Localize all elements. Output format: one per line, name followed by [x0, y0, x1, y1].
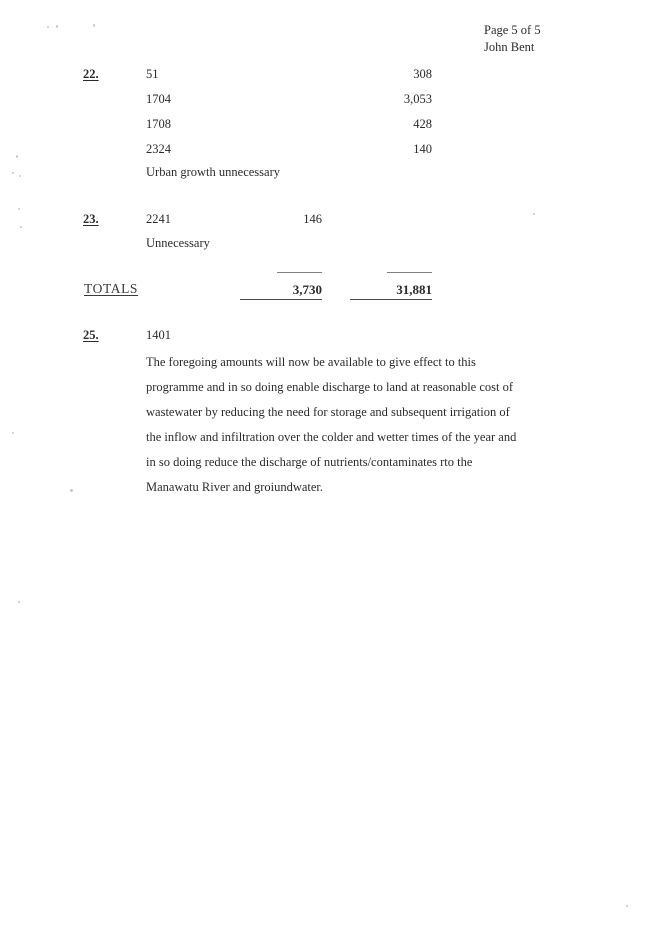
- item-22-code-3: 1708: [146, 117, 171, 131]
- paragraph-line: in so doing reduce the discharge of nutrients/contaminates rto the: [146, 455, 473, 469]
- page-header: [484, 22, 541, 56]
- paragraph-line: wastewater by reducing the need for storage and subsequent irrigation of: [146, 405, 510, 419]
- scan-speck: [20, 226, 22, 228]
- totals-rule-right: [387, 272, 432, 273]
- scan-speck: [70, 489, 73, 492]
- item-22-amount-3: 428: [413, 117, 432, 131]
- scan-speck: [18, 208, 20, 210]
- scan-speck: [56, 25, 58, 28]
- item-number-22: 22.: [83, 67, 99, 81]
- item-22-note: Urban growth unnecessary: [146, 165, 280, 179]
- scan-speck: [533, 213, 535, 215]
- item-22-code-4: 2324: [146, 142, 171, 156]
- item-number-25: 25.: [83, 328, 99, 342]
- item-25-paragraph: [146, 350, 556, 500]
- author-name: John Bent: [484, 40, 535, 54]
- totals-middle-value: 3,730: [240, 282, 322, 300]
- item-23-code-1: 2241: [146, 212, 171, 226]
- scan-speck: [626, 905, 628, 907]
- item-22-amount-1: 308: [413, 67, 432, 81]
- paragraph-line: Manawatu River and groiundwater.: [146, 480, 324, 494]
- scan-speck: [93, 24, 95, 27]
- totals-right-value: 31,881: [350, 282, 432, 300]
- item-22-amount-2: 3,053: [403, 92, 432, 106]
- totals-label: TOTALS: [84, 281, 139, 296]
- item-23-note: Unnecessary: [146, 236, 210, 250]
- item-22-code-2: 1704: [146, 92, 171, 106]
- item-22-amount-4: 140: [413, 142, 432, 156]
- paragraph-line: The foregoing amounts will now be available to give effect to this: [146, 355, 476, 369]
- paragraph-line: programme and in so doing enable discharge to land at reasonable cost of: [146, 380, 514, 394]
- item-number-23: 23.: [83, 212, 99, 226]
- paragraph-line: the inflow and infiltration over the colder and wetter times of the year and: [146, 430, 517, 444]
- scan-speck: [12, 172, 14, 174]
- scan-speck: [16, 155, 18, 158]
- scan-speck: [47, 26, 49, 28]
- page-number-label: Page 5 of 5: [484, 23, 541, 37]
- scan-speck: [19, 175, 21, 177]
- scan-speck: [12, 432, 14, 434]
- item-23-mid-amount-1: 146: [303, 212, 322, 226]
- totals-rule-middle: [277, 272, 322, 273]
- item-22-code-1: 51: [146, 67, 159, 81]
- item-25-code: 1401: [146, 328, 171, 342]
- scan-speck: [18, 601, 20, 603]
